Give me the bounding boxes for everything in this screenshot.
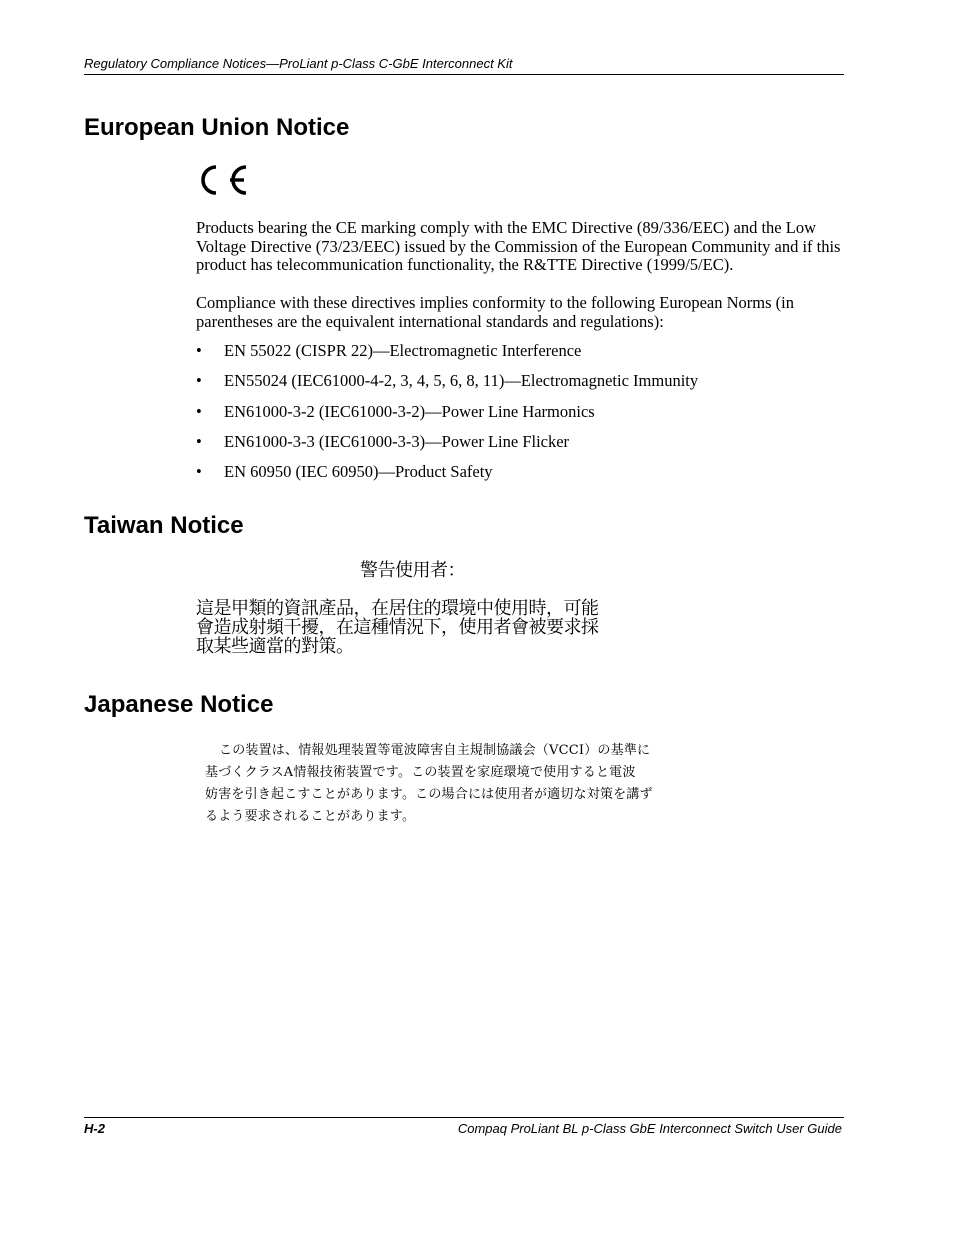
bullet-icon: • <box>196 341 202 360</box>
ce-mark-icon <box>194 160 250 205</box>
bullet-icon: • <box>196 431 202 451</box>
eu-heading: European Union Notice <box>84 114 350 141</box>
eu-paragraph-2: Compliance with these directives implies conformity to the following European Norms (in parentheses are the equivalent international standards and regulations): <box>196 293 794 331</box>
taiwan-line-3: 取某些適當的對策。 <box>196 636 354 657</box>
bullet-icon: • <box>196 462 202 482</box>
japan-line-3: 妨害を引き起こすことがあります。この場合には使用者が適切な対策を講ず <box>205 787 653 802</box>
taiwan-line-2: 會造成射頻干擾，在這種情況下，使用者會被要求採 <box>196 617 599 638</box>
bullet-icon: • <box>196 371 202 391</box>
list-item: • EN61000-3-3 (IEC61000-3-3)—Power Line Flicker <box>196 431 570 451</box>
japan-line-1: この装置は、情報処理装置等電波障害自主規制協議会（VCCI）の基準に <box>219 743 651 758</box>
list-item: • EN 55022 (CISPR 22)—Electromagnetic Interference <box>196 341 582 360</box>
page-number: H-2 <box>84 1121 105 1136</box>
footer-divider <box>84 1117 844 1118</box>
footer-title: Compaq ProLiant BL p-Class GbE Interconnect Switch User Guide <box>457 1121 842 1136</box>
japan-heading: Japanese Notice <box>84 691 274 718</box>
eu-norms-list <box>196 342 698 493</box>
list-item: • EN 60950 (IEC 60950)—Product Safety <box>196 462 493 482</box>
taiwan-warning-title: 警告使用者： <box>360 560 465 581</box>
taiwan-heading: Taiwan Notice <box>84 512 244 539</box>
eu-paragraph-1: Products bearing the CE marking comply with the EMC Directive (89/336/EEC) and the Low Voltage Directive (73/23/EEC) issued by the Commission of the European Community and if this product has telecommunication functionality, the R&TTE Directive (1999/5/EC). <box>196 218 841 274</box>
running-header: Regulatory Compliance Notices—ProLiant p-Class C-GbE Interconnect Kit <box>84 56 844 75</box>
bullet-icon: • <box>196 401 202 421</box>
japan-line-4: るよう要求されることがあります。 <box>205 809 416 824</box>
list-item: • EN55024 (IEC61000-4-2, 3, 4, 5, 6, 8, 11)—Electromagnetic Immunity <box>196 371 699 391</box>
list-item: • EN61000-3-2 (IEC61000-3-2)—Power Line Harmonics <box>196 401 595 421</box>
japan-line-2: 基づくクラスA情報技術装置です。この装置を家庭環境で使用すると電波 <box>205 765 636 780</box>
taiwan-line-1: 這是甲類的資訊產品，在居住的環境中使用時，可能 <box>196 598 599 619</box>
